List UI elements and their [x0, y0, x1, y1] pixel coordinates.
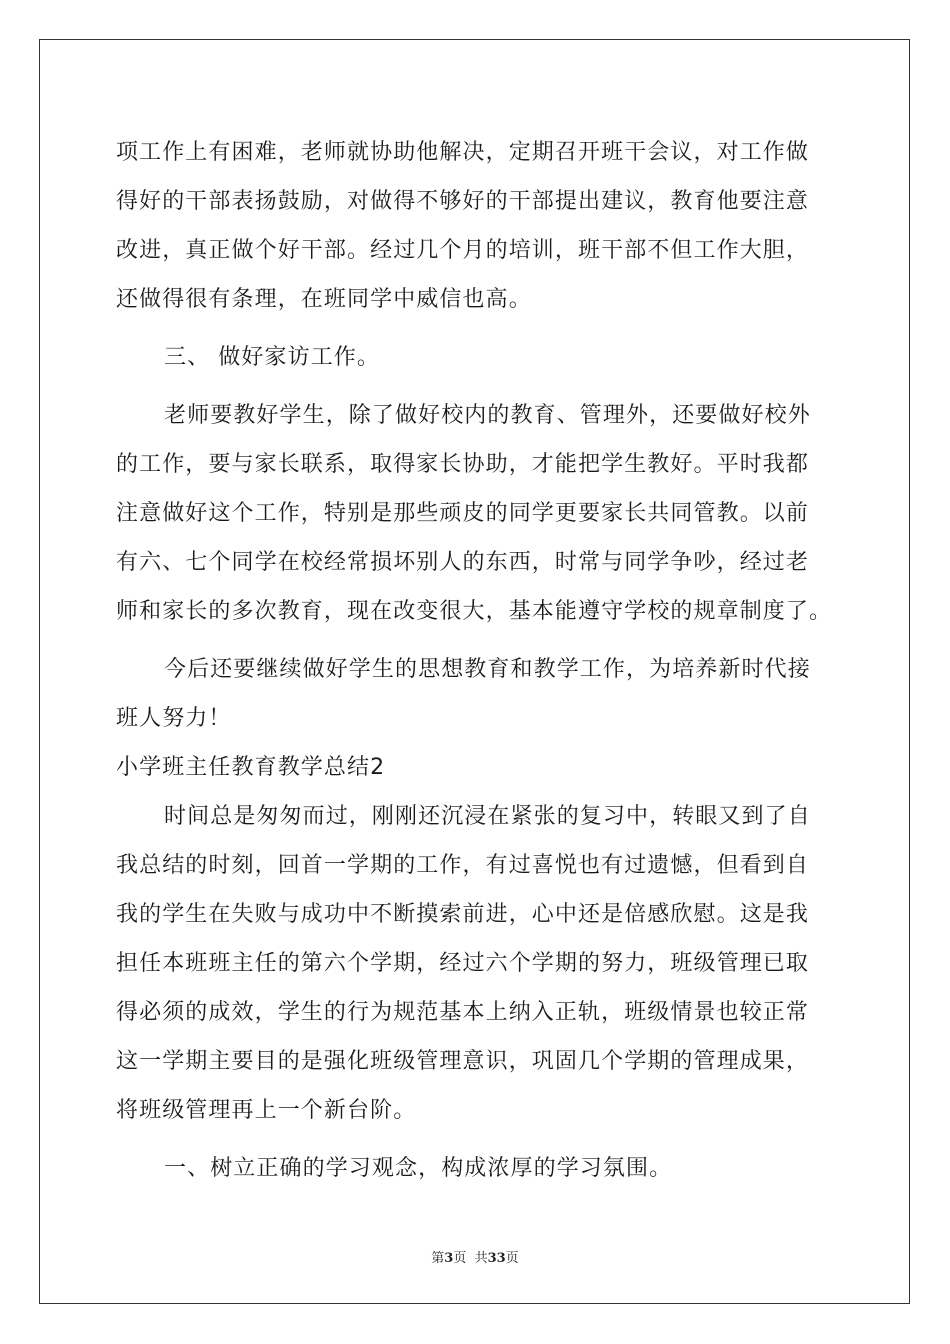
text-line: 我的学生在失败与成功中不断摸索前进，心中还是倍感欣慰。这是我 [116, 902, 810, 927]
text-line: 班人努力！ [116, 706, 232, 731]
document-title [116, 743, 836, 792]
footer-middle: 页 共 [453, 1251, 488, 1266]
text-line: 这一学期主要目的是强化班级管理意识，巩固几个学期的管理成果， [116, 1049, 810, 1074]
page-footer [0, 1247, 950, 1266]
text-line: 得必须的成效，学生的行为规范基本上纳入正轨，班级情景也较正常 [116, 1000, 810, 1025]
text-line: 的工作，要与家长联系，取得家长协助，才能把学生教好。平时我都 [116, 452, 810, 477]
paragraph [116, 391, 836, 636]
document-body [116, 128, 836, 1193]
text-line: 注意做好这个工作，特别是那些顽皮的同学更要家长共同管教。以前 [116, 501, 810, 526]
text-line: 还做得很有条理，在班同学中威信也高。 [116, 287, 532, 312]
footer-prefix: 第 [431, 1251, 445, 1266]
paragraph [116, 792, 836, 1135]
current-page-number: 3 [444, 1251, 454, 1266]
text-line: 师和家长的多次教育，现在改变很大，基本能遵守学校的规章制度了。 [116, 599, 833, 624]
text-line: 老师要教好学生，除了做好校内的教育、管理外，还要做好校外 [164, 403, 811, 428]
total-pages-number: 33 [487, 1251, 506, 1266]
text-line: 担任本班班主任的第六个学期，经过六个学期的努力，班级管理已取 [116, 951, 810, 976]
section-heading [116, 1144, 836, 1193]
text-line: 一、树立正确的学习观念，构成浓厚的学习氛围。 [164, 1156, 673, 1181]
text-line: 得好的干部表扬鼓励，对做得不够好的干部提出建议，教育他要注意 [116, 189, 810, 214]
text-line: 时间总是匆匆而过，刚刚还沉浸在紧张的复习中，转眼又到了自 [164, 804, 811, 829]
paragraph [116, 128, 836, 324]
section-heading [116, 333, 836, 382]
footer-suffix: 页 [505, 1251, 519, 1266]
text-line: 项工作上有困难，老师就协助他解决，定期召开班干会议，对工作做 [116, 140, 810, 165]
paragraph [116, 645, 836, 743]
text-line: 今后还要继续做好学生的思想教育和教学工作，为培养新时代接 [164, 657, 811, 682]
text-line: 将班级管理再上一个新台阶。 [116, 1098, 417, 1123]
text-line: 我总结的时刻，回首一学期的工作，有过喜悦也有过遗憾，但看到自 [116, 853, 810, 878]
text-line: 改进，真正做个好干部。经过几个月的培训，班干部不但工作大胆， [116, 238, 810, 263]
text-line: 小学班主任教育教学总结2 [116, 755, 386, 780]
text-line: 三、 做好家访工作。 [164, 345, 380, 370]
text-line: 有六、七个同学在校经常损坏别人的东西，时常与同学争吵，经过老 [116, 550, 810, 575]
